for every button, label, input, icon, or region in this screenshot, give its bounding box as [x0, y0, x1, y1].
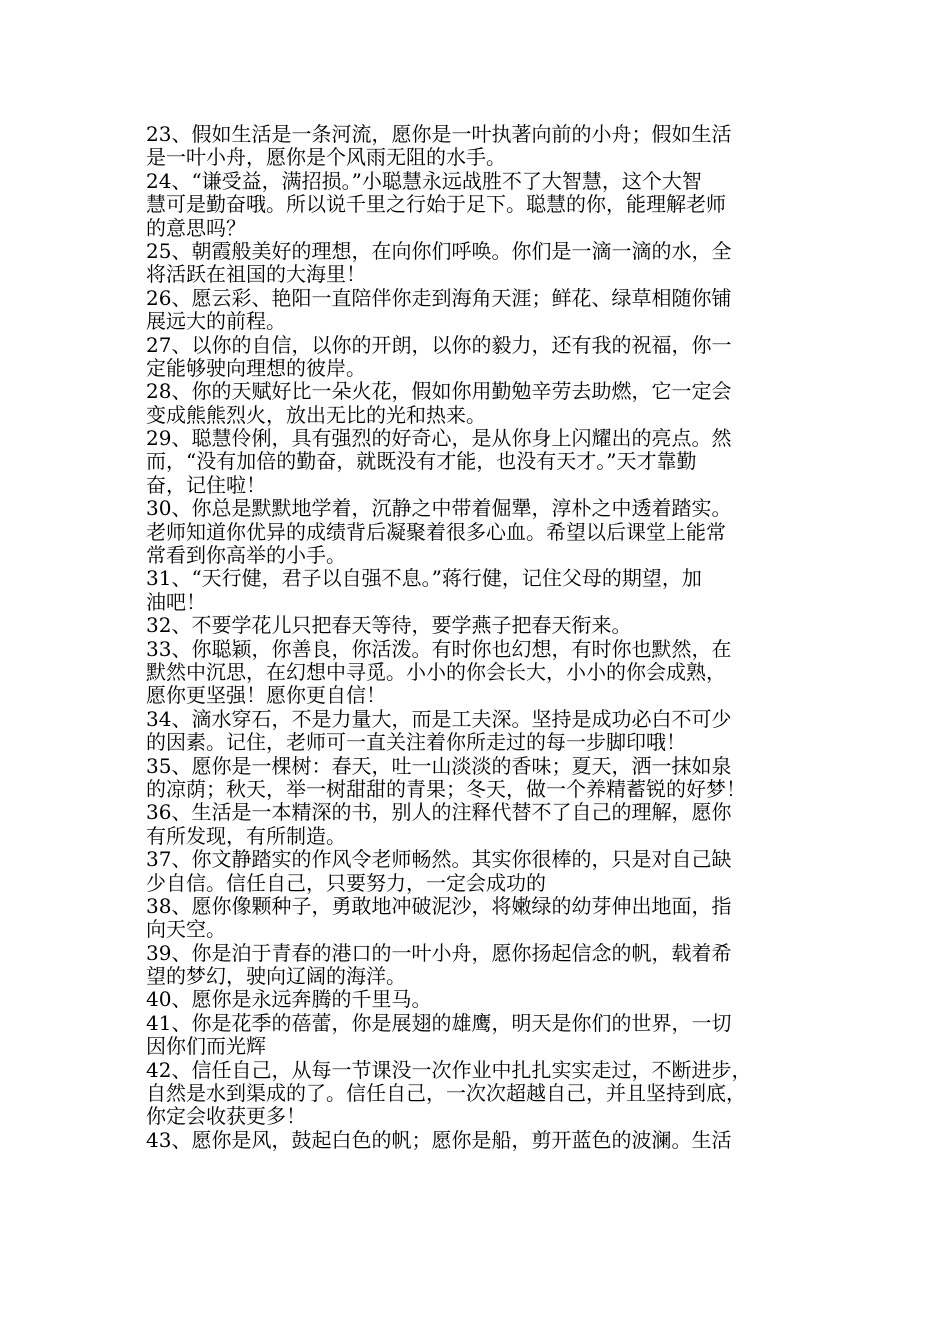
text-line: 展远大的前程。	[146, 309, 286, 334]
text-line: 老师知道你优异的成绩背后凝聚着很多心血。希望以后课堂上能常	[146, 519, 726, 544]
text-line: 而，“没有加倍的勤奋，就既没有才能，也没有天才。”天才靠勤	[146, 449, 697, 474]
text-line: 23、假如生活是一条河流，愿你是一叶执著向前的小舟；假如生活	[146, 122, 732, 146]
text-line: 33、你聪颖，你善良，你活泼。有时你也幻想，有时你也默然，在	[146, 636, 732, 661]
text-line: 你定会收获更多！	[146, 1104, 306, 1129]
text-line: 的因素。记住，老师可一直关注着你所走过的每一步脚印哦！	[146, 730, 686, 755]
text-line: 将活跃在祖国的大海里！	[146, 262, 366, 287]
text-line: 35、愿你是一棵树：春天，吐一山淡淡的香味；夏天，洒一抹如泉	[146, 753, 732, 778]
text-line: 少自信。信任自己，只要努力，一定会成功的	[146, 870, 546, 895]
text-line: 40、愿你是永远奔腾的千里马。	[146, 987, 432, 1012]
text-line: 油吧！	[146, 589, 206, 614]
text-line: 定能够驶向理想的彼岸。	[146, 355, 366, 380]
text-line: 32、不要学花儿只把春天等待，要学燕子把春天衔来。	[146, 613, 632, 638]
text-line: 愿你更坚强！愿你更自信！	[146, 683, 386, 708]
text-line: 自然是水到渠成的了。信任自己，一次次超越自己，并且坚持到底，	[146, 1081, 746, 1106]
text-line: 变成熊熊烈火，放出无比的光和热来。	[146, 402, 486, 427]
text-line: 是一叶小舟，愿你是个风雨无阻的水手。	[146, 145, 506, 170]
text-line: 42、信任自己，从每一节课没一次作业中扎扎实实走过，不断进步，	[146, 1057, 752, 1082]
text-line: 有所发现，有所制造。	[146, 823, 346, 848]
text-line: 27、以你的自信，以你的开朗，以你的毅力，还有我的祝福，你一	[146, 332, 732, 357]
text-line: 的凉荫；秋天，举一树甜甜的青果；冬天，做一个养精蓄锐的好梦！	[146, 776, 746, 801]
text-line: 30、你总是默默地学着，沉静之中带着倔犟，淳朴之中透着踏实。	[146, 496, 732, 521]
text-line: 因你们而光辉	[146, 1034, 266, 1059]
text-line: 常看到你高举的小手。	[146, 543, 346, 568]
text-line: 慧可是勤奋哦。所以说千里之行始于足下。聪慧的你，能理解老师	[146, 192, 726, 217]
text-line: 37、你文静踏实的作风令老师畅然。其实你很棒的，只是对自己缺	[146, 847, 732, 872]
text-line: 默然中沉思，在幻想中寻觅。小小的你会长大，小小的你会成熟，	[146, 659, 726, 684]
text-line: 38、愿你像颗种子，勇敢地冲破泥沙，将嫩绿的幼芽伸出地面，指	[146, 893, 732, 918]
text-line: 34、滴水穿石，不是力量大，而是工夫深。坚持是成功必白不可少	[146, 706, 732, 731]
text-line: 31、“天行健，君子以自强不息。”蒋行健，记住父母的期望，加	[146, 566, 702, 591]
text-line: 的意思吗？	[146, 215, 246, 240]
text-line: 25、朝霞般美好的理想，在向你们呼唤。你们是一滴一滴的水，全	[146, 238, 732, 263]
text-line: 28、你的天赋好比一朵火花，假如你用勤勉辛劳去助燃，它一定会	[146, 379, 732, 404]
text-line: 39、你是泊于青春的港口的一叶小舟，愿你扬起信念的帆，载着希	[146, 940, 732, 965]
text-line: 41、你是花季的蓓蕾，你是展翅的雄鹰，明天是你们的世界，一切	[146, 1010, 732, 1035]
text-line: 26、愿云彩、艳阳一直陪伴你走到海角天涯；鲜花、绿草相随你铺	[146, 285, 732, 310]
text-line: 43、愿你是风，鼓起白色的帆；愿你是船，剪开蓝色的波澜。生活	[146, 1127, 732, 1152]
text-line: 24、“谦受益，满招损。”小聪慧永远战胜不了大智慧，这个大智	[146, 168, 702, 193]
text-line: 向天空。	[146, 917, 226, 942]
document-body	[146, 123, 806, 1152]
text-line: 36、生活是一本精深的书，别人的注释代替不了自己的理解，愿你	[146, 800, 732, 825]
text-line: 奋，记住啦！	[146, 472, 266, 497]
text-line: 29、聪慧伶俐，具有强烈的好奇心，是从你身上闪耀出的亮点。然	[146, 426, 732, 451]
text-line: 望的梦幻，驶向辽阔的海洋。	[146, 964, 406, 989]
